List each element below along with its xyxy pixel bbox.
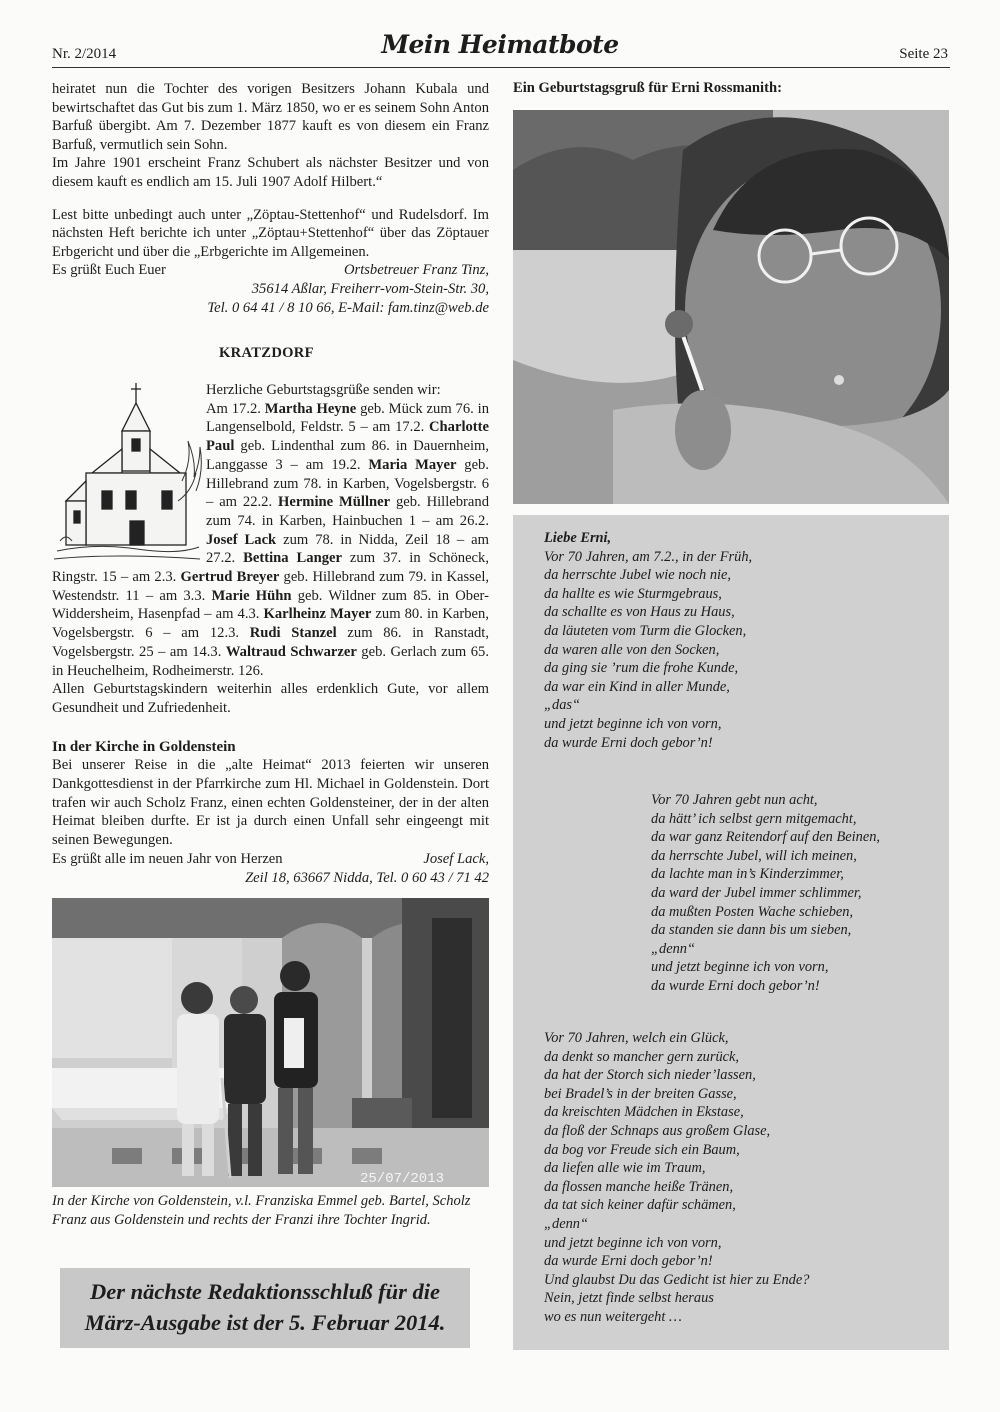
church-section-title: In der Kirche in Goldenstein [52,738,236,755]
poem-line: da hätt’ ich selbst gern mitgemacht, [651,810,857,827]
birthday-entry: Hermine Müllner geb. Hillebrand zum 74. in Karben, Hainbuchen 1 – am 26.2. [206,494,489,529]
poem-line: da wurde Erni doch gebor’n! [651,977,820,994]
poem-line: da floß der Schnaps aus großem Glase, [544,1122,771,1139]
poem-line: und jetzt beginne ich von vorn, [651,959,829,976]
poem-line: Vor 70 Jahren gebt nun acht, [651,792,818,808]
poem-line: da tat sich keiner dafür schämen, [544,1197,736,1214]
birthday-name: Marie Hühn [211,587,292,604]
birthday-entry: Maria Mayer geb. Hillebrand zum 78. in Karben, Vogelsbergstr. 6 – am 22.2. [206,456,489,511]
birthday-entry: Charlotte Paul geb. Lindenthal zum 86. in Dauernheim, Langgasse 3 – am 19.2. [206,419,489,473]
birthday-name: Martha Heyne [264,400,357,417]
deadline-line-2: März-Ausgabe ist der 5. Februar 2014. [84,1310,446,1335]
poem-line: da waren alle von den Socken, [544,641,720,658]
poem-line: und jetzt beginne ich von vorn, [544,1234,722,1251]
poem-line: Liebe Erni, [544,530,612,546]
church-section-text: Bei unserer Reise in die „alte Heimat“ 2013 feierten wir unseren Dankgottesdienst in der Pfarrkirche zum Hl. Michael in Goldenstein. Dort trafen wir auch Scholz Franz, einen echten Goldensteiner, der in der alten Heimat bleiben durfte. Er ist ja durch einen Unfall sehr eingeengt mit seinen Bewegungen. [52,757,489,849]
birthday-name: Gertrud Breyer [180,569,280,586]
poem-line: da hallte es wie Sturmgebraus, [544,585,722,602]
poem-line: da flossen manche heiße Tränen, [544,1178,734,1195]
tip-paragraph: Lest bitte unbedingt auch unter „Zöptau-Stettenhof“ und Rudelsdorf. Im nächsten Heft berichte ich unter „Zöptau+Stettenhof“ über das Zöptauer Erbgericht und über die „Erbgerichte im Allgemeinen. [52,206,489,260]
church-greeting: Es grüßt alle im neuen Jahr von Herzen [52,850,283,867]
poem-line: Nein, jetzt finde selbst heraus [544,1290,714,1307]
header-divider [52,67,950,68]
birthday-name: Karlheinz Mayer [263,606,372,623]
poem-line: wo es nun weitergeht … [544,1308,682,1325]
poem-line: da herrschte Jubel, will ich meinen, [651,847,857,864]
poem-line: da denkt so mancher gern zurück, [544,1048,740,1065]
birthday-entry: Karlheinz Mayer zum 80. in Karben, Vogelsbergstr. 6 – am 12.3. [52,606,489,642]
poem-stanza-2 [651,791,880,996]
birthday-name: Charlotte Paul [206,419,489,455]
birthday-name: Bettina Langer [243,550,342,567]
deadline-notice [60,1268,470,1348]
poem-line: da hat der Storch sich nieder’lassen, [544,1067,756,1084]
birthday-name: Rudi Stanzel [249,625,337,642]
signature-contact: Tel. 0 64 41 / 8 10 66, E-Mail: fam.tinz@web.de [207,299,489,316]
poem-line: da ging sie ’rum die frohe Kunde, [544,660,739,677]
birthday-entry: Gertrud Breyer geb. Hillebrand zum 79. in Kassel, Westendstr. 11 – am 3.3. [52,569,490,604]
poem-line: da liefen alle wie im Traum, [544,1160,706,1177]
masthead-title: Mein Heimatbote [381,30,619,59]
church-signature-name: Josef Lack, [423,850,489,867]
birthday-name: Maria Mayer [368,456,457,473]
portrait-photo [513,110,949,504]
page-number: Seite 23 [899,46,948,62]
poem-line: da war ein Kind in aller Munde, [544,678,730,695]
birthday-entry: Marie Hühn geb. Wildner zum 85. in Ober-Widdersheim, Hasenpfad – am 4.3. [52,587,489,623]
poem-stanza-1 [544,529,752,752]
portrait-photo-illustration [513,110,949,504]
signature-greeting: Es grüßt Euch Euer [52,262,166,279]
poem-line: bei Bradel’s in der breiten Gasse, [544,1085,737,1102]
church-photo [52,898,489,1187]
birthday-poem-box [513,515,949,1350]
poem-line: da kreischten Mädchen in Ekstase, [544,1104,744,1121]
poem-line: da herrschte Jubel wie noch nie, [544,567,732,584]
poem-line: da schallte es von Haus zu Haus, [544,604,735,621]
birthday-entry: Am 17.2. Martha Heyne geb. Mück zum 76. in Langenselbold, Feldstr. 5 – am 17.2. [206,400,489,436]
kratzdorf-birthdays [52,381,489,887]
birthday-name: Waltraud Schwarzer [225,643,357,660]
poem-stanza-3 [544,1029,809,1327]
intro-paragraph-1: heiratet nun die Tochter des vorigen Besitzers Johann Kubala und bewirtschaftet das Gut bis zum 1. März 1850, wo er es seinem Sohn Anton Barfuß übergibt. Am 7. Dezember 1877 kauft es von diesem ein Franz Barfuß, vermutlich sein Sohn. [52,81,489,153]
poem-line: „das“ [544,697,580,714]
issue-number: Nr. 2/2014 [52,46,117,62]
deadline-line-1: Der nächste Redaktionsschluß für die [89,1279,441,1304]
left-column-intro [52,80,489,317]
poem-line: Vor 70 Jahren, welch ein Glück, [544,1030,729,1046]
poem-line: da war ganz Reitendorf auf den Beinen, [651,829,881,846]
poem-line: da wurde Erni doch gebor’n! [544,734,713,751]
church-signature-row [52,850,489,869]
signature-address: 35614 Aßlar, Freiherr-vom-Stein-Str. 30, [251,280,489,297]
birthday-name: Hermine Müllner [278,494,391,511]
poem-line: „denn“ [651,940,695,957]
kratzdorf-outro: Allen Geburtstagskindern weiterhin alles erdenklich Gute, vor allem Gesundheit und Zufriedenheit. [52,681,489,716]
poem-line: da ward der Jubel immer schlimmer, [651,884,862,901]
church-photo-caption: In der Kirche von Goldenstein, v.l. Franziska Emmel geb. Bartel, Scholz Franz aus Goldenstein und rechts der Franzi ihre Tochter Ingrid. [52,1193,471,1228]
poem-line: da wurde Erni doch gebor’n! [544,1253,713,1270]
birthday-greeting-title: Ein Geburtstagsgruß für Erni Rossmanith: [513,80,782,96]
church-signature-contact: Zeil 18, 63667 Nidda, Tel. 0 60 43 / 71 42 [245,869,489,886]
signature-name: Ortsbetreuer Franz Tinz, [343,262,489,279]
poem-line: da standen sie dann bis um sieben, [651,922,852,939]
signature-row [52,261,489,280]
birthday-entry: Rudi Stanzel zum 86. in Ranstadt, Vogelsbergstr. 25 – am 14.3. [52,625,489,660]
birthday-entry: Josef Lack zum 78. in Nidda, Zeil 18 – am 27.2. [206,531,489,567]
poem-line: Und glaubst Du das Gedicht ist hier zu Ende? [544,1271,810,1288]
church-photo-illustration [52,898,489,1187]
birthday-entry: Bettina Langer zum 37. in Schöneck, Ringstr. 15 – am 2.3. [52,550,489,586]
poem-line: „denn“ [544,1215,588,1232]
poem-line: da bog vor Freude sich ein Baum, [544,1141,740,1158]
poem-line: und jetzt beginne ich von vorn, [544,715,722,732]
photo-date-stamp: 25/07/2013 [360,1171,445,1187]
kratzdorf-title: KRATZDORF [219,345,314,361]
intro-paragraph-2: Im Jahre 1901 erscheint Franz Schubert als nächster Besitzer und von diesem kauft es endlich am 15. Juli 1907 Adolf Hilbert.“ [52,155,489,190]
poem-line: Vor 70 Jahren, am 7.2., in der Früh, [544,548,753,565]
birthday-entry: Waltraud Schwarzer geb. Gerlach zum 65. in Heuchelheim, Rodheimerstr. 126. [52,643,489,679]
birthday-name: Josef Lack [206,531,277,548]
poem-line: da mußten Posten Wache schieben, [651,903,854,920]
kratzdorf-intro: Herzliche Geburtstagsgrüße senden wir: [206,382,441,398]
poem-line: da läuteten vom Turm die Glocken, [544,622,747,639]
poem-line: da lachte man in’s Kinderzimmer, [651,866,844,883]
chapel-illustration [52,381,202,567]
